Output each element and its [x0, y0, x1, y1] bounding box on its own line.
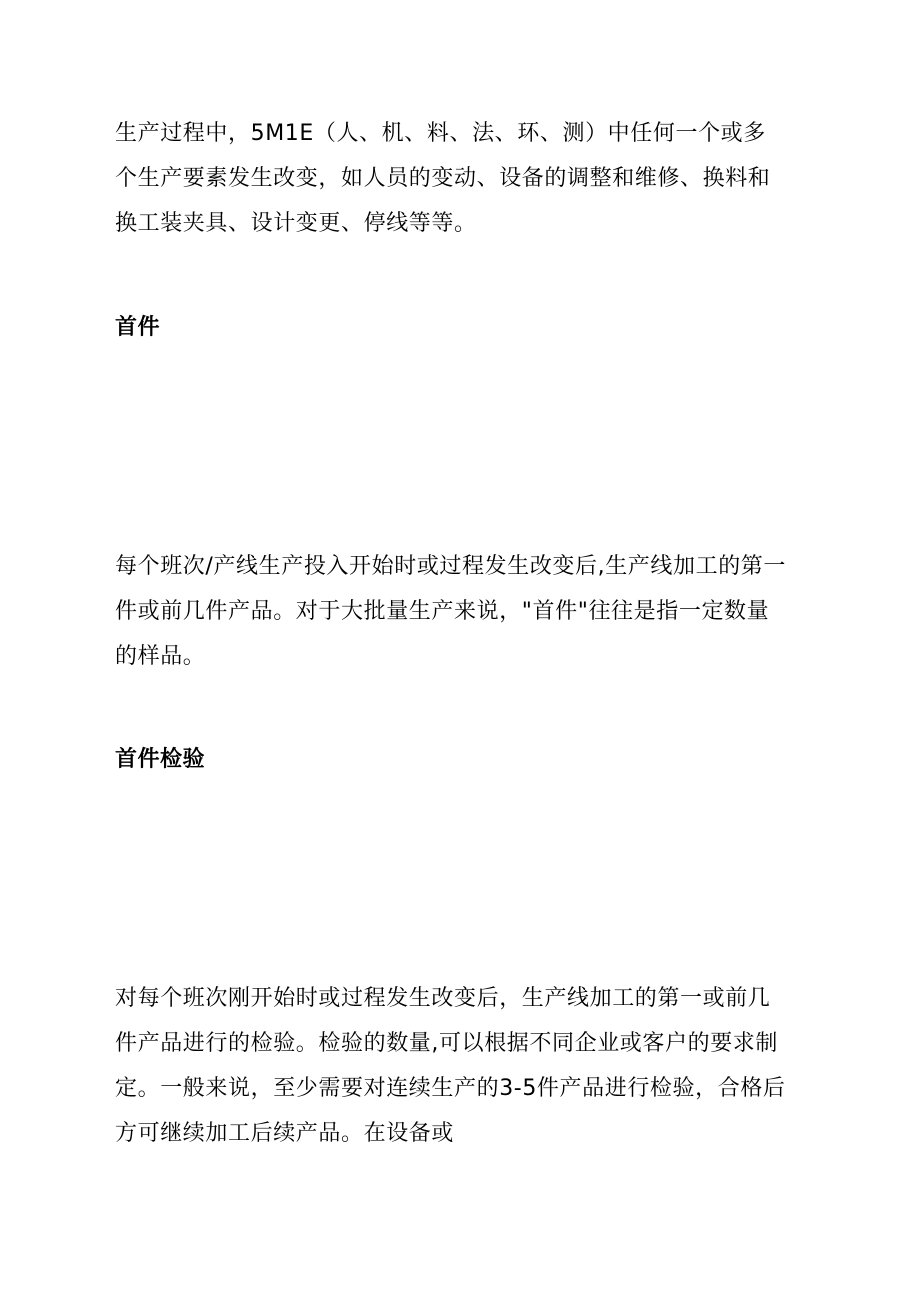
paragraph-first-piece-definition: 每个班次/产线生产投入开始时或过程发生改变后,生产线加工的第一件或前几件产品。对于大批量生产来说，"首件"往往是指一定数量的样品。 — [115, 554, 787, 669]
heading-first-piece-inspection: 首件检验 — [115, 747, 206, 772]
paragraph-5m1e-changes: 生产过程中，5M1E（人、机、料、法、环、测）中任何一个或多个生产要素发生改变，如人员的变动、设备的调整和维修、换料和换工装夹具、设计变更、停线等等。 — [115, 121, 771, 236]
heading-first-piece: 首件 — [115, 315, 161, 340]
paragraph-first-piece-inspection-definition: 对每个班次刚开始时或过程发生改变后，生产线加工的第一或前几件产品进行的检验。检验的数量,可以根据不同企业或客户的要求制定。一般来说，至少需要对连续生产的3-5件产品进行检验，合格后方可继续加工后续产品。在设备或 — [115, 986, 786, 1146]
